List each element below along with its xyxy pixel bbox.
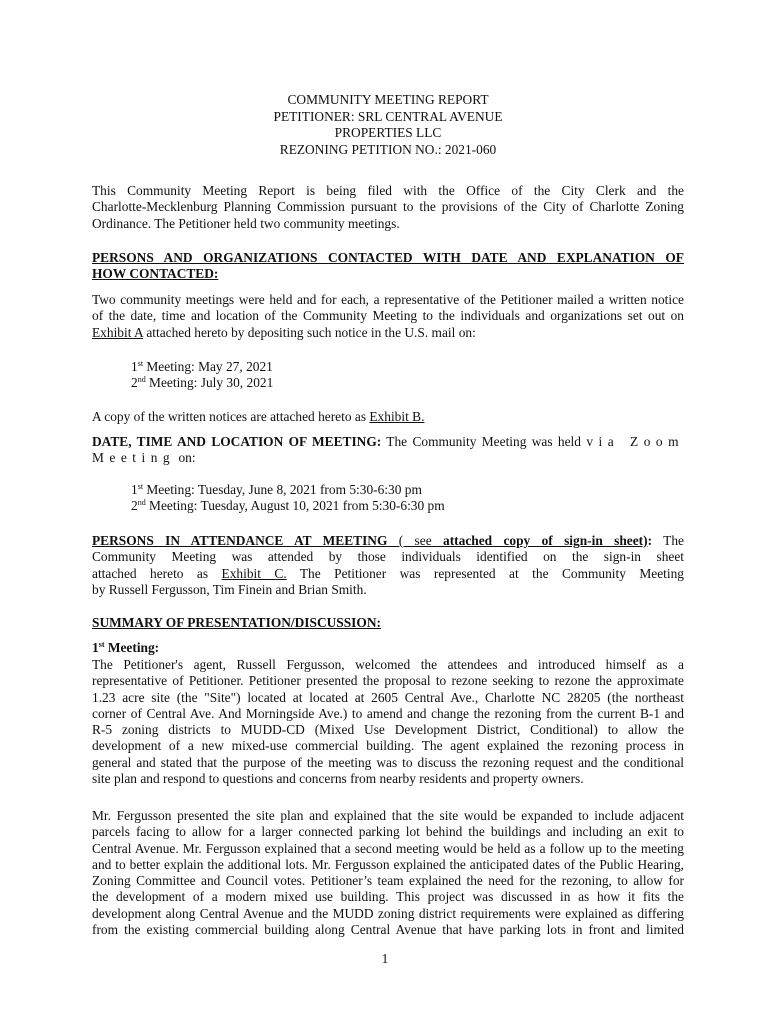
copy-notice-text: A copy of the written notices are attached hereto as	[92, 409, 370, 424]
attendance-line: by Russell Fergusson, Tim Finein and Brian Smith.	[92, 581, 367, 597]
via-zoom-text: via Zoom	[586, 434, 684, 449]
intro-paragraph	[92, 183, 684, 232]
exhibit-c-reference: Exhibit C.	[221, 565, 287, 581]
on-text: on:	[175, 450, 196, 466]
ordinal: 1	[92, 640, 99, 655]
meeting-1-label	[92, 640, 684, 656]
title-line-1: COMMUNITY MEETING REPORT	[287, 92, 489, 107]
ordinal: 2	[131, 375, 138, 391]
date-time-line	[92, 434, 684, 450]
date-time-heading: DATE, TIME AND LOCATION OF MEETING:	[92, 434, 382, 449]
summary-line: the development of a modern mixed use building. This project was discussed in as how it fits the	[92, 889, 684, 905]
summary-line: R-5 zoning districts to MUDD-CD (Mixed Use Development District, Conditional) to allow the	[92, 722, 684, 738]
attendance-heading-colon: :	[647, 533, 653, 548]
copy-notice	[92, 409, 684, 425]
ordinal-suffix: st	[98, 640, 105, 649]
summary-line: representative of Petitioner. Petitioner presented the proposal to rezone seeking to rezone the approximate	[92, 673, 684, 689]
summary-line: development along Central Avenue and the MUDD zoning district requirements were explained as differing	[92, 905, 684, 921]
page-number: 1	[381, 951, 389, 966]
mail-date-item	[131, 375, 671, 391]
report-title	[92, 92, 684, 158]
mail-date-text: Meeting: May 27, 2021	[143, 359, 273, 374]
heading-line: PERSONS AND ORGANIZATIONS CONTACTED WITH DATE AND EXPLANATION OF	[92, 250, 684, 265]
intro-line: Charlotte-Mecklenburg Planning Commission pursuant to the provisions of the City of Charlotte Zoning	[92, 199, 684, 215]
ordinal: 1	[131, 359, 138, 374]
summary-line: and to better explain the additional lots. Mr. Fergusson explained the anticipated dates of the Public Hearing,	[92, 856, 684, 872]
exhibit-a-reference: Exhibit A	[92, 324, 143, 340]
meeting-label-text: Meeting:	[104, 640, 160, 655]
ordinal-suffix: nd	[137, 498, 146, 508]
ordinal: 1	[131, 482, 138, 497]
intro-line: This Community Meeting Report is being filed with the Office of the City Clerk and the	[92, 183, 684, 198]
summary-line: corner of Central Ave. And Morningside Ave.) to amend and change the rezoning from the current B-1 and	[92, 705, 684, 721]
ordinal-suffix: st	[137, 482, 144, 491]
meeting-dates-list	[131, 482, 671, 515]
attendance-text: The Petitioner was represented at the Community Meeting	[286, 565, 684, 581]
summary-line: general and stated that the purpose of the meeting was to discuss the rezoning request and the conditional	[92, 754, 684, 770]
attendance-line	[92, 533, 684, 549]
intro-line: Ordinance. The Petitioner held two community meetings.	[92, 215, 400, 231]
summary-heading: SUMMARY OF PRESENTATION/DISCUSSION:	[92, 615, 381, 630]
mail-date-text: Meeting: July 30, 2021	[145, 375, 274, 391]
exhibit-b-reference: Exhibit B.	[369, 409, 425, 424]
meeting-date-item	[131, 482, 671, 498]
summary-line: development of a new mixed-use commercial building. The agent explained the rezoning process in	[92, 738, 684, 754]
summary-line: The Petitioner's agent, Russell Fergusson, welcomed the attendees and introduced himself as a	[92, 657, 684, 672]
meeting-date-item	[131, 498, 671, 514]
date-time-location	[92, 434, 684, 467]
ordinal-suffix: st	[137, 359, 144, 368]
mail-dates-list	[131, 359, 671, 392]
heading-line: HOW CONTACTED:	[92, 266, 219, 282]
title-line-3: PROPERTIES LLC	[334, 125, 442, 140]
summary-paragraph-2	[92, 808, 684, 938]
summary-paragraph-1	[92, 657, 684, 787]
summary-line: from the existing commercial building along Central Avenue that have parking lots in front and limited	[92, 922, 684, 938]
summary-line: Mr. Fergusson presented the site plan and explained that the site would be expanded to include adjacent	[92, 808, 684, 823]
summary-line: site plan and respond to questions and concerns from nearby residents and property owners.	[92, 771, 584, 787]
summary-line: parcels facing to allow for a larger connected parking lot behind the buildings and including an exit to	[92, 824, 684, 840]
ordinal-suffix: nd	[137, 375, 146, 385]
persons-contacted-heading	[92, 250, 684, 283]
attendance-paragraph	[92, 533, 684, 598]
meeting-date-text: Meeting: Tuesday, August 10, 2021 from 5:30-6:30 pm	[145, 498, 445, 514]
title-line-2: PETITIONER: SRL CENTRAL AVENUE	[273, 108, 503, 124]
paragraph-line	[92, 325, 684, 341]
paragraph-line: of the date, time and location of the Community Meeting to the individuals and organizations set out on	[92, 308, 684, 324]
title-line-4: REZONING PETITION NO.: 2021-060	[279, 141, 497, 157]
meeting-word: Meeting	[92, 450, 176, 466]
attendance-text: attached hereto as	[92, 565, 222, 581]
ordinal: 2	[131, 498, 138, 514]
meeting-date-text: Meeting: Tuesday, June 8, 2021 from 5:30-6:30 pm	[143, 482, 422, 497]
summary-line: Central Avenue. Mr. Fergusson explained that a second meeting would be held as a follow up to the meeting	[92, 840, 684, 856]
persons-contacted-paragraph	[92, 292, 684, 341]
date-time-line	[92, 450, 684, 466]
summary-line: Zoning Committee and Council votes. Petitioner’s team explained the need for the rezoning, to allow for	[92, 873, 684, 889]
paragraph-line: Two community meetings were held and for each, a representative of the Petitioner mailed a written notice	[92, 292, 684, 307]
mail-date-item	[131, 359, 671, 375]
attendance-heading: PERSONS IN ATTENDANCE AT MEETING	[92, 533, 388, 548]
attendance-text: The	[652, 533, 684, 548]
paragraph-text: attached hereto by depositing such notice in the U.S. mail on:	[142, 324, 476, 340]
attendance-heading-text: ( see	[387, 533, 444, 548]
attendance-line	[92, 566, 684, 582]
summary-line: 1.23 acre site (the "Site") located at located at 2605 Central Ave., Charlotte NC 28205 (the northeast	[92, 689, 684, 705]
attendance-heading-sheet: attached copy of sign-in sheet)	[443, 533, 648, 548]
date-time-text: The Community Meeting was held	[381, 434, 587, 449]
attendance-line: Community Meeting was attended by those individuals identified on the sign-in sheet	[92, 549, 684, 565]
